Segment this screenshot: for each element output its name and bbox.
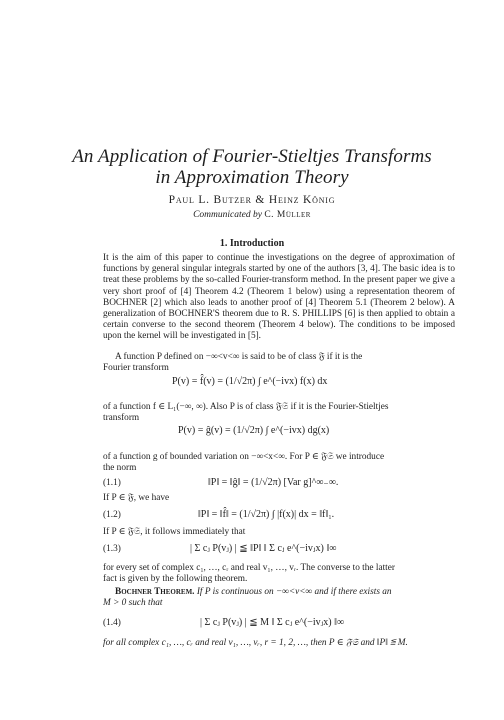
text-line: If P ∈ 𝔉, we have [103,493,170,503]
equation-1-4: | Σ cⱼ P(vⱼ) | ≦ M ‖ Σ cⱼ e^(−ivⱼx) ‖∞ [200,617,345,628]
section-heading: 1. Introduction [219,238,285,249]
equation-1-2: ‖P‖ = ‖f̂‖ = (1/√2π) ∫ |f(x)| dx = ‖f‖₁. [198,509,335,520]
communicated-by [0,210,504,220]
equation-number: (1.1) [103,478,121,488]
text-line: If P ∈ 𝔉𝔖, it follows immediately that [103,527,246,537]
text-line: the norm [103,463,137,473]
text-line: Fourier transform [103,363,169,373]
text-line: of a function f ∈ L₁(−∞, ∞). Also P is of class 𝔉𝔖 if it is the Fourier-Stieltjes [103,402,389,412]
bochner-theorem-line [103,587,455,598]
text-line: for every set of complex c₁, …, cᵣ and real v₁, …, vᵣ. The converse to the latter [103,563,395,573]
equation-fourier-stieltjes: P(v) = ĝ(v) = (1/√2π) ∫ e^(−ivx) dg(x) [178,425,330,436]
bochner-theorem-text: If P is continuous on −∞<v<∞ and if there exists an [196,587,392,597]
text-line: for all complex c₁, …, cᵣ and real v₁, …, vᵣ, r = 1, 2, …, then P ∈ 𝔉𝔖 and ‖P‖ ≦ M. [103,638,408,648]
equation-fourier-transform: P(v) = f̂(v) = (1/√2π) ∫ e^(−ivx) f(x) dx [172,376,328,387]
equation-1-3: | Σ cⱼ P(vⱼ) | ≦ ‖P‖ ‖ Σ cⱼ e^(−ivⱼx) ‖∞ [190,543,337,554]
text-line: M > 0 such that [103,598,163,608]
text-line: transform [103,413,140,423]
equation-number: (1.4) [103,618,121,628]
paper-title-line-2: in Approximation Theory [155,167,349,188]
bochner-theorem-label: Bochner Theorem. [115,587,195,597]
intro-paragraph: It is the aim of this paper to continue the investigations on the degree of approximation of functions by general singular integrals started by one of the authors [3, 4]. The basic idea is to treat these problems by the so-called Fourier-transform method. In the present paper we give a very short proof of [4] Theorem 4.2 (Theorem 1 below) using a representation theorem of BOCHNER [2] which also leads to another proof of [4] Theorem 5.1 (Theorem 2 below). A generalization of BOCHNER'S theorem due to R. S. PHILLIPS [6] is then applied to obtain a certain converse to the second theorem (Theorem 4 below). The conditions to be imposed upon the kernel will be investigated in [5]. [103,253,455,342]
text-line: fact is given by the following theorem. [103,574,248,584]
communicator-name: C. Müller [264,210,311,220]
equation-number: (1.3) [103,544,121,554]
paper-title-line-1: An Application of Fourier-Stieltjes Transforms [72,146,432,167]
equation-number: (1.2) [103,510,121,520]
communicated-prefix: Communicated by [193,210,262,220]
text-line: of a function g of bounded variation on −∞<x<∞. For P ∈ 𝔉𝔖 we introduce [103,452,385,462]
equation-1-1: ‖P‖ = ‖ĝ‖ = (1/√2π) [Var g]^∞₋∞. [208,477,339,488]
text-line: A function P defined on −∞<v<∞ is said to be of class 𝔉 if it is the [115,352,363,362]
author-names: Paul L. Butzer & Heinz König [168,194,336,206]
